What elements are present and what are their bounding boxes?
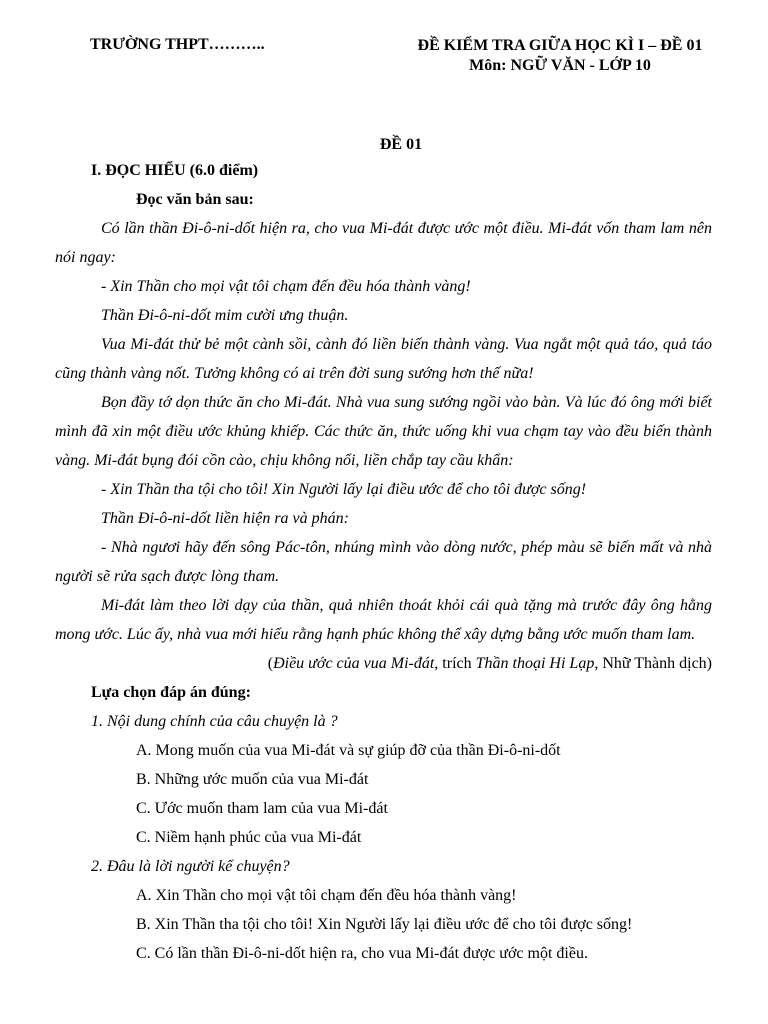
exam-subject: Môn: NGỮ VĂN - LỚP 10: [469, 57, 651, 74]
section-title: I. ĐỌC HIỂU (6.0 điểm): [91, 162, 259, 179]
answer-option: A. Xin Thần cho mọi vật tôi chạm đến đều hóa thành vàng!: [136, 887, 517, 904]
exam-content: [55, 156, 712, 968]
choose-answer-label: Lựa chọn đáp án đúng:: [91, 684, 251, 701]
answer-option: C. Niềm hạnh phúc của vua Mi-đát: [136, 829, 362, 846]
school-name: TRƯỜNG THPT………..: [90, 36, 265, 53]
passage-paragraph: Thần Đi-ô-ni-dốt liền hiện ra và phán:: [101, 510, 349, 527]
reading-instruction: Đọc văn bản sau:: [136, 191, 254, 208]
answer-option: B. Xin Thần tha tội cho tôi! Xin Người lấy lại điều ước để cho tôi được sống!: [136, 916, 633, 933]
passage-paragraph: Có lần thần Đi-ô-ni-dốt hiện ra, cho vua Mi-đát được ước một điều. Mi-đát vốn tham lam nên nói ngay:: [55, 220, 712, 266]
exam-title: ĐỀ KIỂM TRA GIỮA HỌC KÌ I – ĐỀ 01: [417, 37, 703, 54]
question-1: 1. Nội dung chính của câu chuyện là ?: [91, 713, 338, 730]
source-book: Thần thoại Hi Lạp: [475, 655, 595, 672]
source-open: (: [267, 655, 274, 672]
source-trich: trích: [438, 655, 476, 672]
source-title: Điều ước của vua Mi-đát,: [273, 655, 439, 672]
passage-paragraph: Vua Mi-đát thử bẻ một cành sồi, cành đó liền biến thành vàng. Vua ngắt một quả táo, quả táo cũng thành vàng nốt. Tưởng không có ai trên đời sung sướng hơn thế nữa!: [55, 336, 712, 382]
exam-header: [400, 36, 720, 76]
source-translator: , Nhữ Thành dịch): [594, 655, 712, 672]
passage-paragraph: - Xin Thần cho mọi vật tôi chạm đến đều hóa thành vàng!: [101, 278, 471, 295]
answer-option: C. Có lần thần Đi-ô-ni-dốt hiện ra, cho vua Mi-đát được ước một điều.: [136, 945, 588, 962]
passage-paragraph: - Nhà ngươi hãy đến sông Pác-tôn, nhúng mình vào dòng nước, phép màu sẽ biến mất và nhà người sẽ rửa sạch được lòng tham.: [55, 539, 712, 585]
passage-paragraph: Bọn đầy tớ dọn thức ăn cho Mi-đát. Nhà vua sung sướng ngồi vào bàn. Và lúc đó ông mới biết mình đã xin một điều ước khủng khiếp. Các thức ăn, thức uống khi vua chạm tay vào đều biến thành vàng. Mi-đát bụng đói cồn cào, chịu không nổi, liền chắp tay cầu khẩn:: [55, 394, 712, 469]
answer-option: A. Mong muốn của vua Mi-đát và sự giúp đỡ của thần Đi-ô-ni-dốt: [136, 742, 561, 759]
passage-paragraph: - Xin Thần tha tội cho tôi! Xin Người lấy lại điều ước để cho tôi được sống!: [101, 481, 587, 498]
passage-source: [55, 649, 712, 678]
passage-paragraph: Thần Đi-ô-ni-dốt mim cười ưng thuận.: [101, 307, 349, 324]
question-2: 2. Đâu là lời người kể chuyện?: [91, 858, 290, 875]
exam-code: ĐỀ 01: [379, 136, 423, 153]
answer-option: C. Ước muốn tham lam của vua Mi-đát: [136, 800, 388, 817]
passage-paragraph: Mi-đát làm theo lời dạy của thần, quả nhiên thoát khỏi cái quà tặng mà trước đây ông hằng mong ước. Lúc ấy, nhà vua mới hiểu rằng hạnh phúc không thể xây dựng bằng ước muốn tham lam.: [55, 597, 712, 643]
answer-option: B. Những ước muốn của vua Mi-đát: [136, 771, 369, 788]
